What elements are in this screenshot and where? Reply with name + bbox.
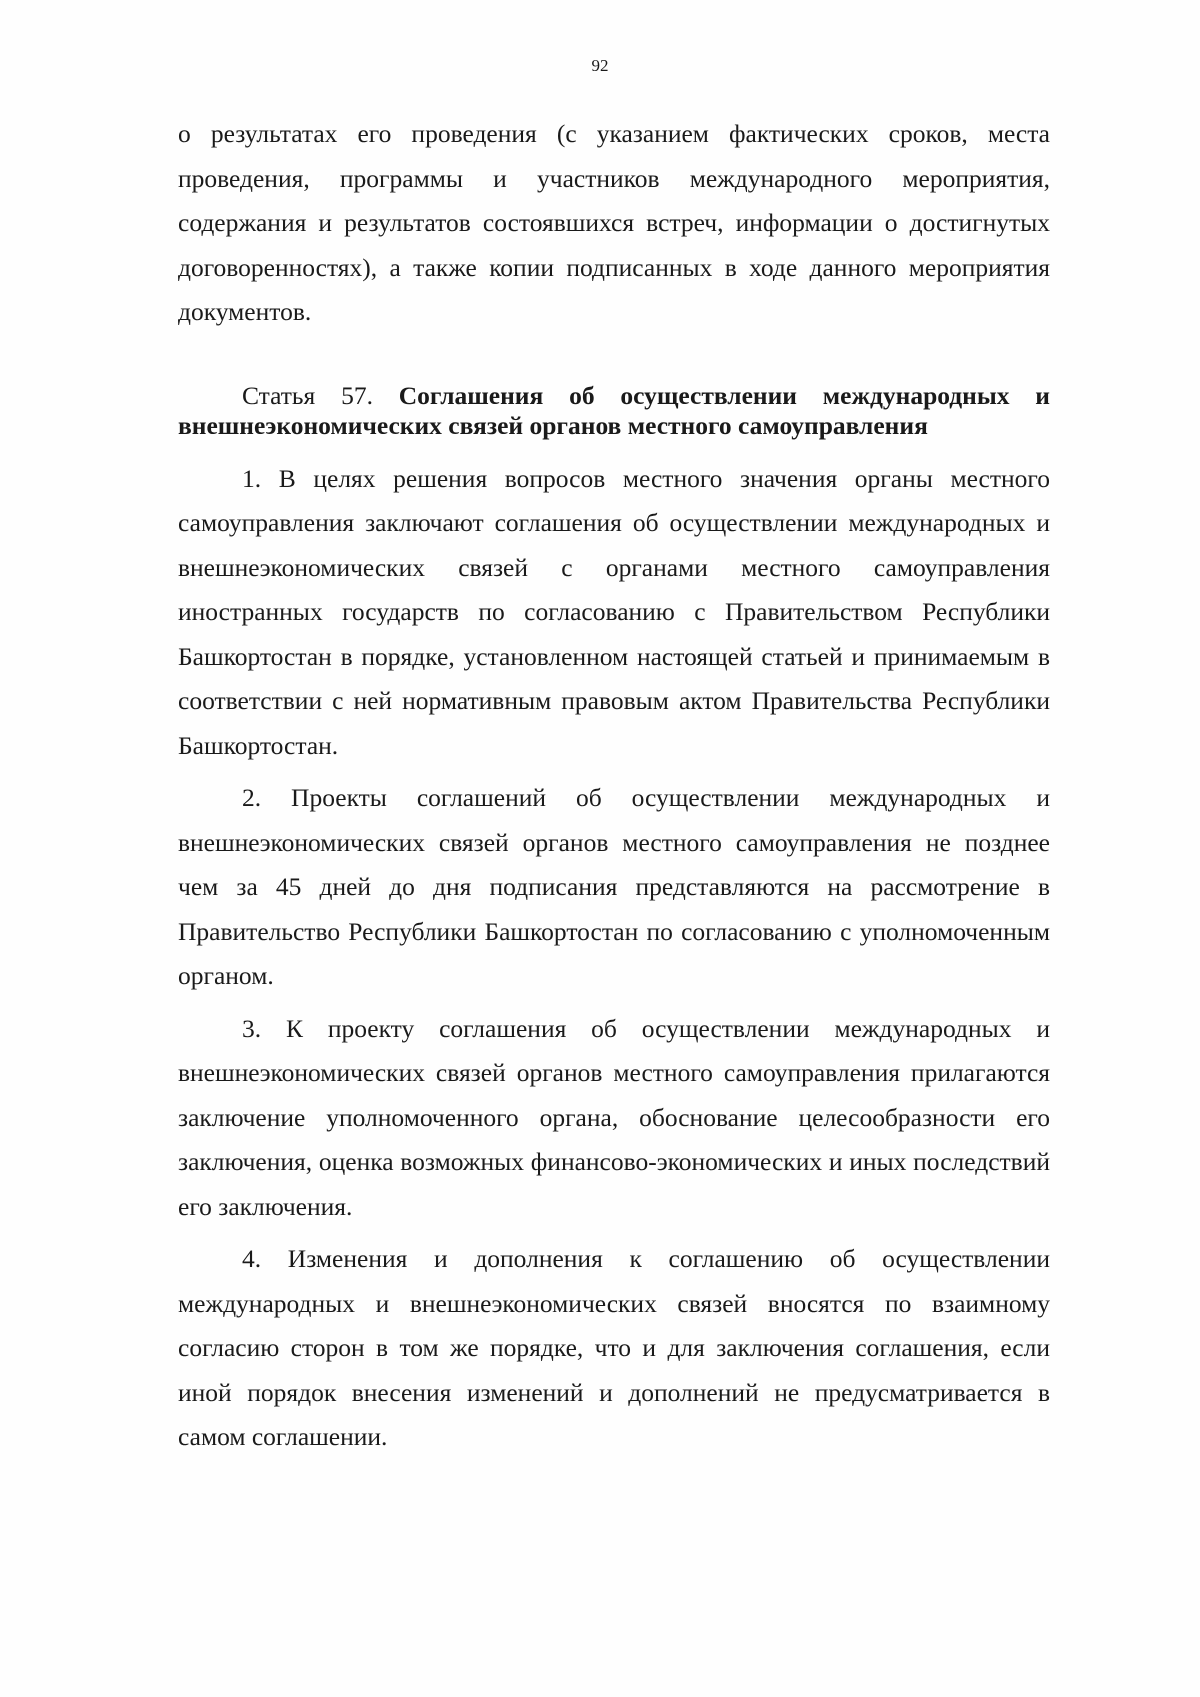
article-item-4: 4. Изменения и дополнения к соглашению об осуществлении международных и внешнеэкономических связей вносятся по взаимному согласию сторон в том же порядке, что и для заключения соглашения, если иной порядок внесения изменений и дополнений не предусматривается в самом соглашении. (178, 1244, 1050, 1451)
page-number: 92 (591, 56, 609, 75)
article-label: Статья 57. (242, 380, 373, 410)
article-item-2: 2. Проекты соглашений об осуществлении международных и внешнеэкономических связей органов местного самоуправления не позднее чем за 45 дней до дня подписания представляются на рассмотрение в Правительство Республики Башкортостан по согласованию с уполномоченным органом. (178, 783, 1050, 990)
article-item-3: 3. К проекту соглашения об осуществлении международных и внешнеэкономических связей органов местного самоуправления прилагаются заключение уполномоченного органа, обоснование целесообразности его заключения, оценка возможных финансово-экономических и иных последствий его заключения. (178, 1013, 1050, 1221)
article-item-1: 1. В целях решения вопросов местного значения органы местного самоуправления заключают соглашения об осуществлении международных и внешнеэкономических связей с органами местного самоуправления иностранных государств по согласованию с Правительством Республики Башкортостан в порядке, установленном настоящей статьей и принимаемым в соответствии с ней нормативным правовым актом Правительства Республики Башкортостан. (178, 463, 1050, 760)
article-title: Соглашения об осуществлении международных и внешнеэкономических связей органов местного самоуправления (178, 380, 1050, 440)
document-body (178, 112, 1050, 1460)
intro-paragraph: о результатах его проведения (с указанием фактических сроков, места проведения, программы и участников международного мероприятия, содержания и результатов состоявшихся встреч, информации о достигнутых договоренностях), а также копии подписанных в ходе данного мероприятия документов. (178, 119, 1050, 326)
article-heading (178, 381, 1050, 441)
